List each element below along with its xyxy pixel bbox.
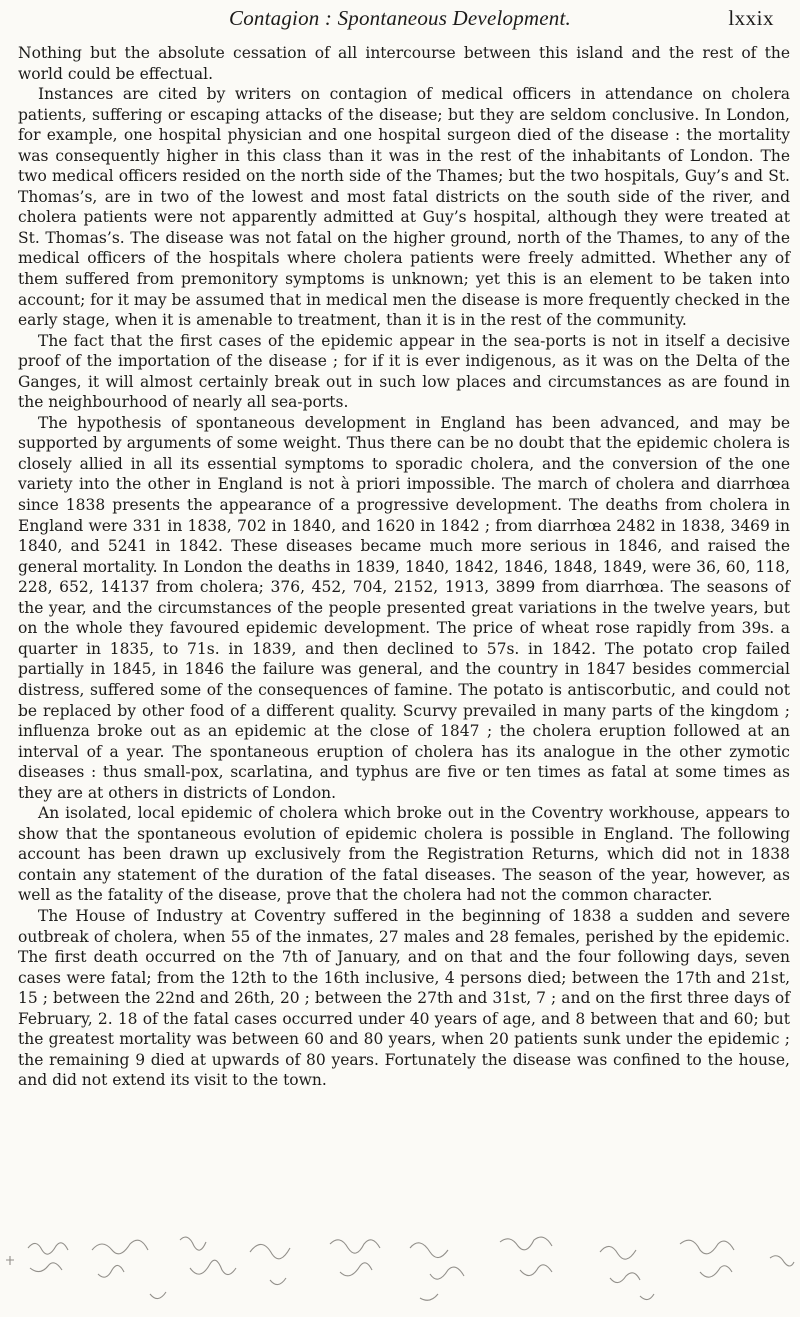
paragraph: Instances are cited by writers on contagion of medical officers in attendance on cholera patients, suffering or escaping attacks of the disease; but they are seldom conclusive. In London, for example, one hospital physician and one hospital surgeon died of the disease : the mortality was consequently higher in this class than it was in the rest of the inhabitants of London. The two medical officers resided on the north side of the Thames; but the two hospitals, Guy’s and St. Thomas’s, are in two of the lowest and most fatal districts on the south side of the river, and cholera patients were not apparently admitted at Guy’s hospital, although they were treated at St. Thomas’s. The disease was not fatal on the higher ground, north of the Thames, to any of the medical officers of the hospitals where cholera patients were freely admitted. Whether any of them suffered from premonitory symptoms is unknown; yet this is an element to be taken into account; for it may be assumed that in medical men the disease is more frequently checked in the early stage, when it is amenable to treatment, than it is in the rest of the community. [18, 85, 790, 330]
body-text [18, 43, 790, 1091]
paragraph: The House of Industry at Coventry suffered in the beginning of 1838 a sudden and severe outbreak of cholera, when 55 of the inmates, 27 males and 28 females, perished by the epidemic. The first death occurred on the 7th of January, and on that and the four following days, seven cases were fatal; from the 12th to the 16th inclusive, 4 persons died; between the 17th and 21st, 15 ; between the 22nd and 26th, 20 ; between the 27th and 31st, 7 ; and on the first three days of February, 2. 18 of the fatal cases occurred under 40 years of age, and 8 between that and 60; but the greatest mortality was between 60 and 80 years, when 20 patients sunk under the epidemic ; the remaining 9 died at upwards of 80 years. Fortunately the disease was confined to the house, and did not extend its visit to the town. [18, 906, 790, 1090]
paragraph: The hypothesis of spontaneous development in England has been advanced, and may be supported by arguments of some weight. Thus there can be no doubt that the epidemic cholera is closely allied in all its essential symptoms to sporadic cholera, and the conversion of the one variety into the other in England is not à priori impossible. The march of cholera and diarrhœa since 1838 presents the appearance of a progressive development. The deaths from cholera in England were 331 in 1838, 702 in 1840, and 1620 in 1842 ; from diarrhœa 2482 in 1838, 3469 in 1840, and 5241 in 1842. These diseases became much more serious in 1846, and raised the general mortality. In London the deaths in 1839, 1840, 1842, 1846, 1848, 1849, were 36, 60, 118, 228, 652, 14137 from cholera; 376, 452, 704, 2152, 1913, 3899 from diarrhœa. The seasons of the year, and the circumstances of the people presented great variations in the twelve years, but on the whole they favoured epidemic development. The price of wheat rose rapidly from 39s. a quarter in 1835, to 71s. in 1839, and then declined to 57s. in 1842. The potato crop failed partially in 1845, in 1846 the failure was general, and the country in 1847 besides commercial distress, suffered some of the consequences of famine. The potato is antiscorbutic, and could not be replaced by other food of a different quality. Scurvy prevailed in many parts of the kingdom ; influenza broke out as an epidemic at the close of 1847 ; the cholera eruption followed at an interval of a year. The spontaneous eruption of cholera has its analogue in the other zymotic diseases : thus small-pox, scarlatina, and typhus are five or ten times as fatal at some times as they are at others in districts of London. [18, 413, 790, 802]
paragraph: The fact that the first cases of the epidemic appear in the sea-ports is not in itself a decisive proof of the importation of the disease ; for if it is ever indigenous, as it was on the Delta of the Ganges, it will almost certainly break out in such low places and circumstances as are found in the neighbourhood of nearly all sea-ports. [18, 331, 790, 412]
page-number: lxxix [728, 6, 774, 30]
paragraph: An isolated, local epidemic of cholera which broke out in the Coventry workhouse, appears to show that the spontaneous evolution of epidemic cholera is possible in England. The following account has been drawn up exclusively from the Registration Returns, which did not in 1838 contain any statement of the duration of the fatal diseases. The season of the year, however, as well as the fatality of the disease, prove that the cholera had not the common character. [18, 804, 790, 905]
running-title: Contagion : Spontaneous Development. [229, 6, 571, 30]
paragraph: Nothing but the absolute cessation of all intercourse between this island and the rest of the world could be effectual. [18, 44, 790, 83]
bleed-through-scribble [0, 1228, 800, 1317]
running-header [0, 6, 800, 38]
